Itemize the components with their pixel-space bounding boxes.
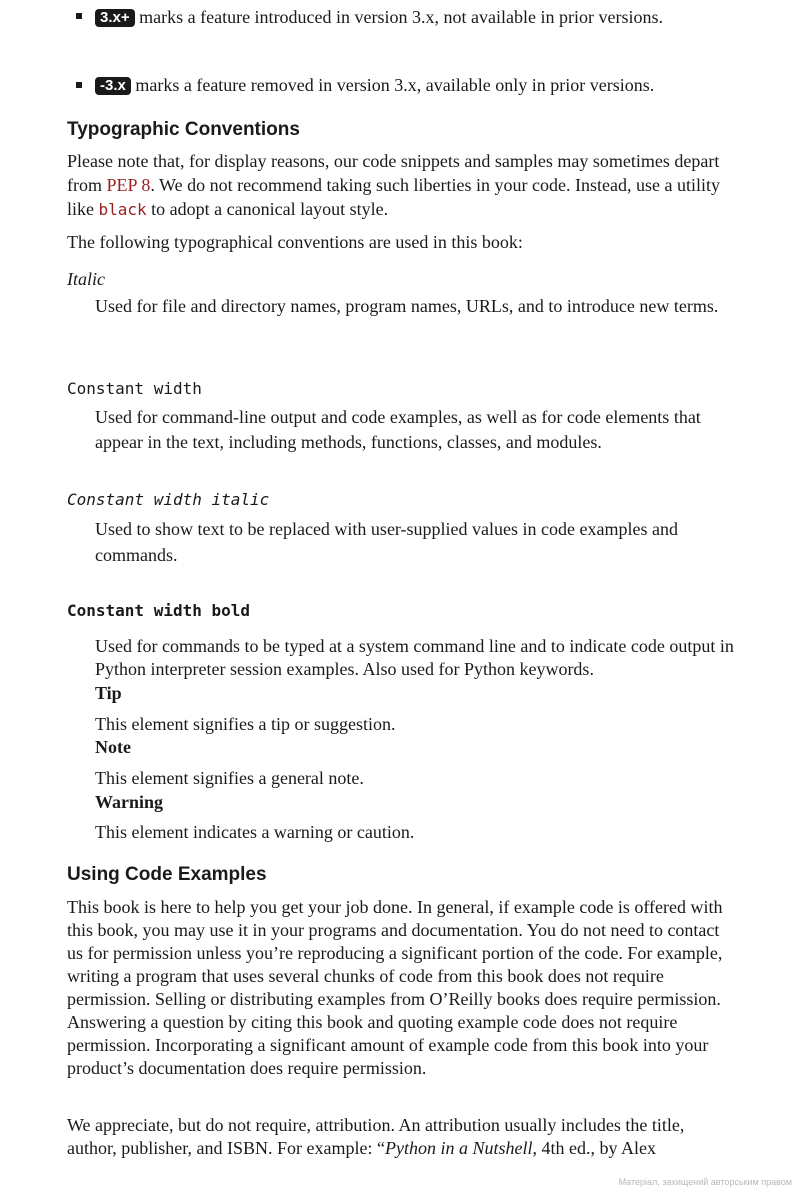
term-constant-width-italic: Constant width italic: [67, 490, 270, 509]
term-constant-width-bold: Constant width bold: [67, 601, 251, 620]
note-text: This element signifies a general note.: [95, 768, 364, 788]
term-description: Used for command-line output and code examples, as well as for code elements that appear in the text, including methods, functions, classes, and modules.: [95, 407, 701, 452]
term-description: Used for commands to be typed at a system command line and to indicate code output in Python interpreter session examples. Also used for Python keywords.: [95, 636, 734, 679]
attribution-paragraph: [67, 1114, 737, 1160]
bullet-text: marks a feature introduced in version 3.x, not available in prior versions.: [134, 7, 663, 27]
paragraph-text: Please note that, for display reasons, our code snippets and samples may sometimes depart from: [67, 151, 720, 195]
bullet-item-new-feature: [95, 6, 695, 29]
paragraph-text: , 4th ed., by Alex: [532, 1138, 656, 1158]
book-title: Python in a Nutshell: [385, 1138, 533, 1158]
warning-text: This element indicates a warning or caution.: [95, 822, 415, 842]
bullet-item-removed-feature: [95, 74, 755, 97]
paragraph-text: We appreciate, but do not require, attribution. An attribution usually includes the title, author, publisher, and ISBN. For example: “: [67, 1115, 685, 1158]
note-label: Note: [95, 737, 131, 757]
code-examples-paragraph: This book is here to help you get your job done. In general, if example code is offered with this book, you may use it in your programs and documentation. You do not need to contact us for permission unless you’re reproducing a significant portion of the code. For example, writing a program that uses several chunks of code from this book does not require permission. Selling or distributing examples from O’Reilly books does require permission. Answering a question by citing this book and quoting example code does not require permission. Incorporating a significant amount of example code from this book into your product’s documentation does require permission.: [67, 897, 723, 1078]
copyright-watermark: Матеріал, захищений авторським правом: [618, 1177, 792, 1187]
conventions-intro: The following typographical conventions are used in this book:: [67, 232, 523, 252]
warning-label: Warning: [95, 792, 164, 812]
tip-text: This element signifies a tip or suggestion.: [95, 714, 396, 734]
section-heading: Using Code Examples: [67, 864, 267, 885]
paragraph-text: to adopt a canonical layout style.: [146, 199, 389, 219]
bullet-marker: [76, 13, 82, 19]
section-heading: Typographic Conventions: [67, 119, 300, 140]
paragraph-text: . We do not recommend taking such liberties in your code. Instead, use a utility like: [67, 175, 720, 219]
term-description: Used for file and directory names, program names, URLs, and to introduce new terms.: [95, 296, 719, 316]
bullet-marker: [76, 82, 82, 88]
version-badge-added: 3.x+: [95, 9, 135, 27]
pep8-paragraph: [67, 149, 727, 222]
term-description: Used to show text to be replaced with user-supplied values in code examples and commands.: [95, 519, 678, 565]
term-constant-width: Constant width: [67, 379, 202, 398]
term-italic: Italic: [67, 269, 105, 289]
bullet-text: marks a feature removed in version 3.x, available only in prior versions.: [130, 75, 655, 95]
version-badge-removed: -3.x: [95, 77, 131, 95]
tip-label: Tip: [95, 683, 122, 703]
black-code: black: [98, 200, 147, 219]
pep8-link[interactable]: PEP 8: [106, 175, 151, 195]
